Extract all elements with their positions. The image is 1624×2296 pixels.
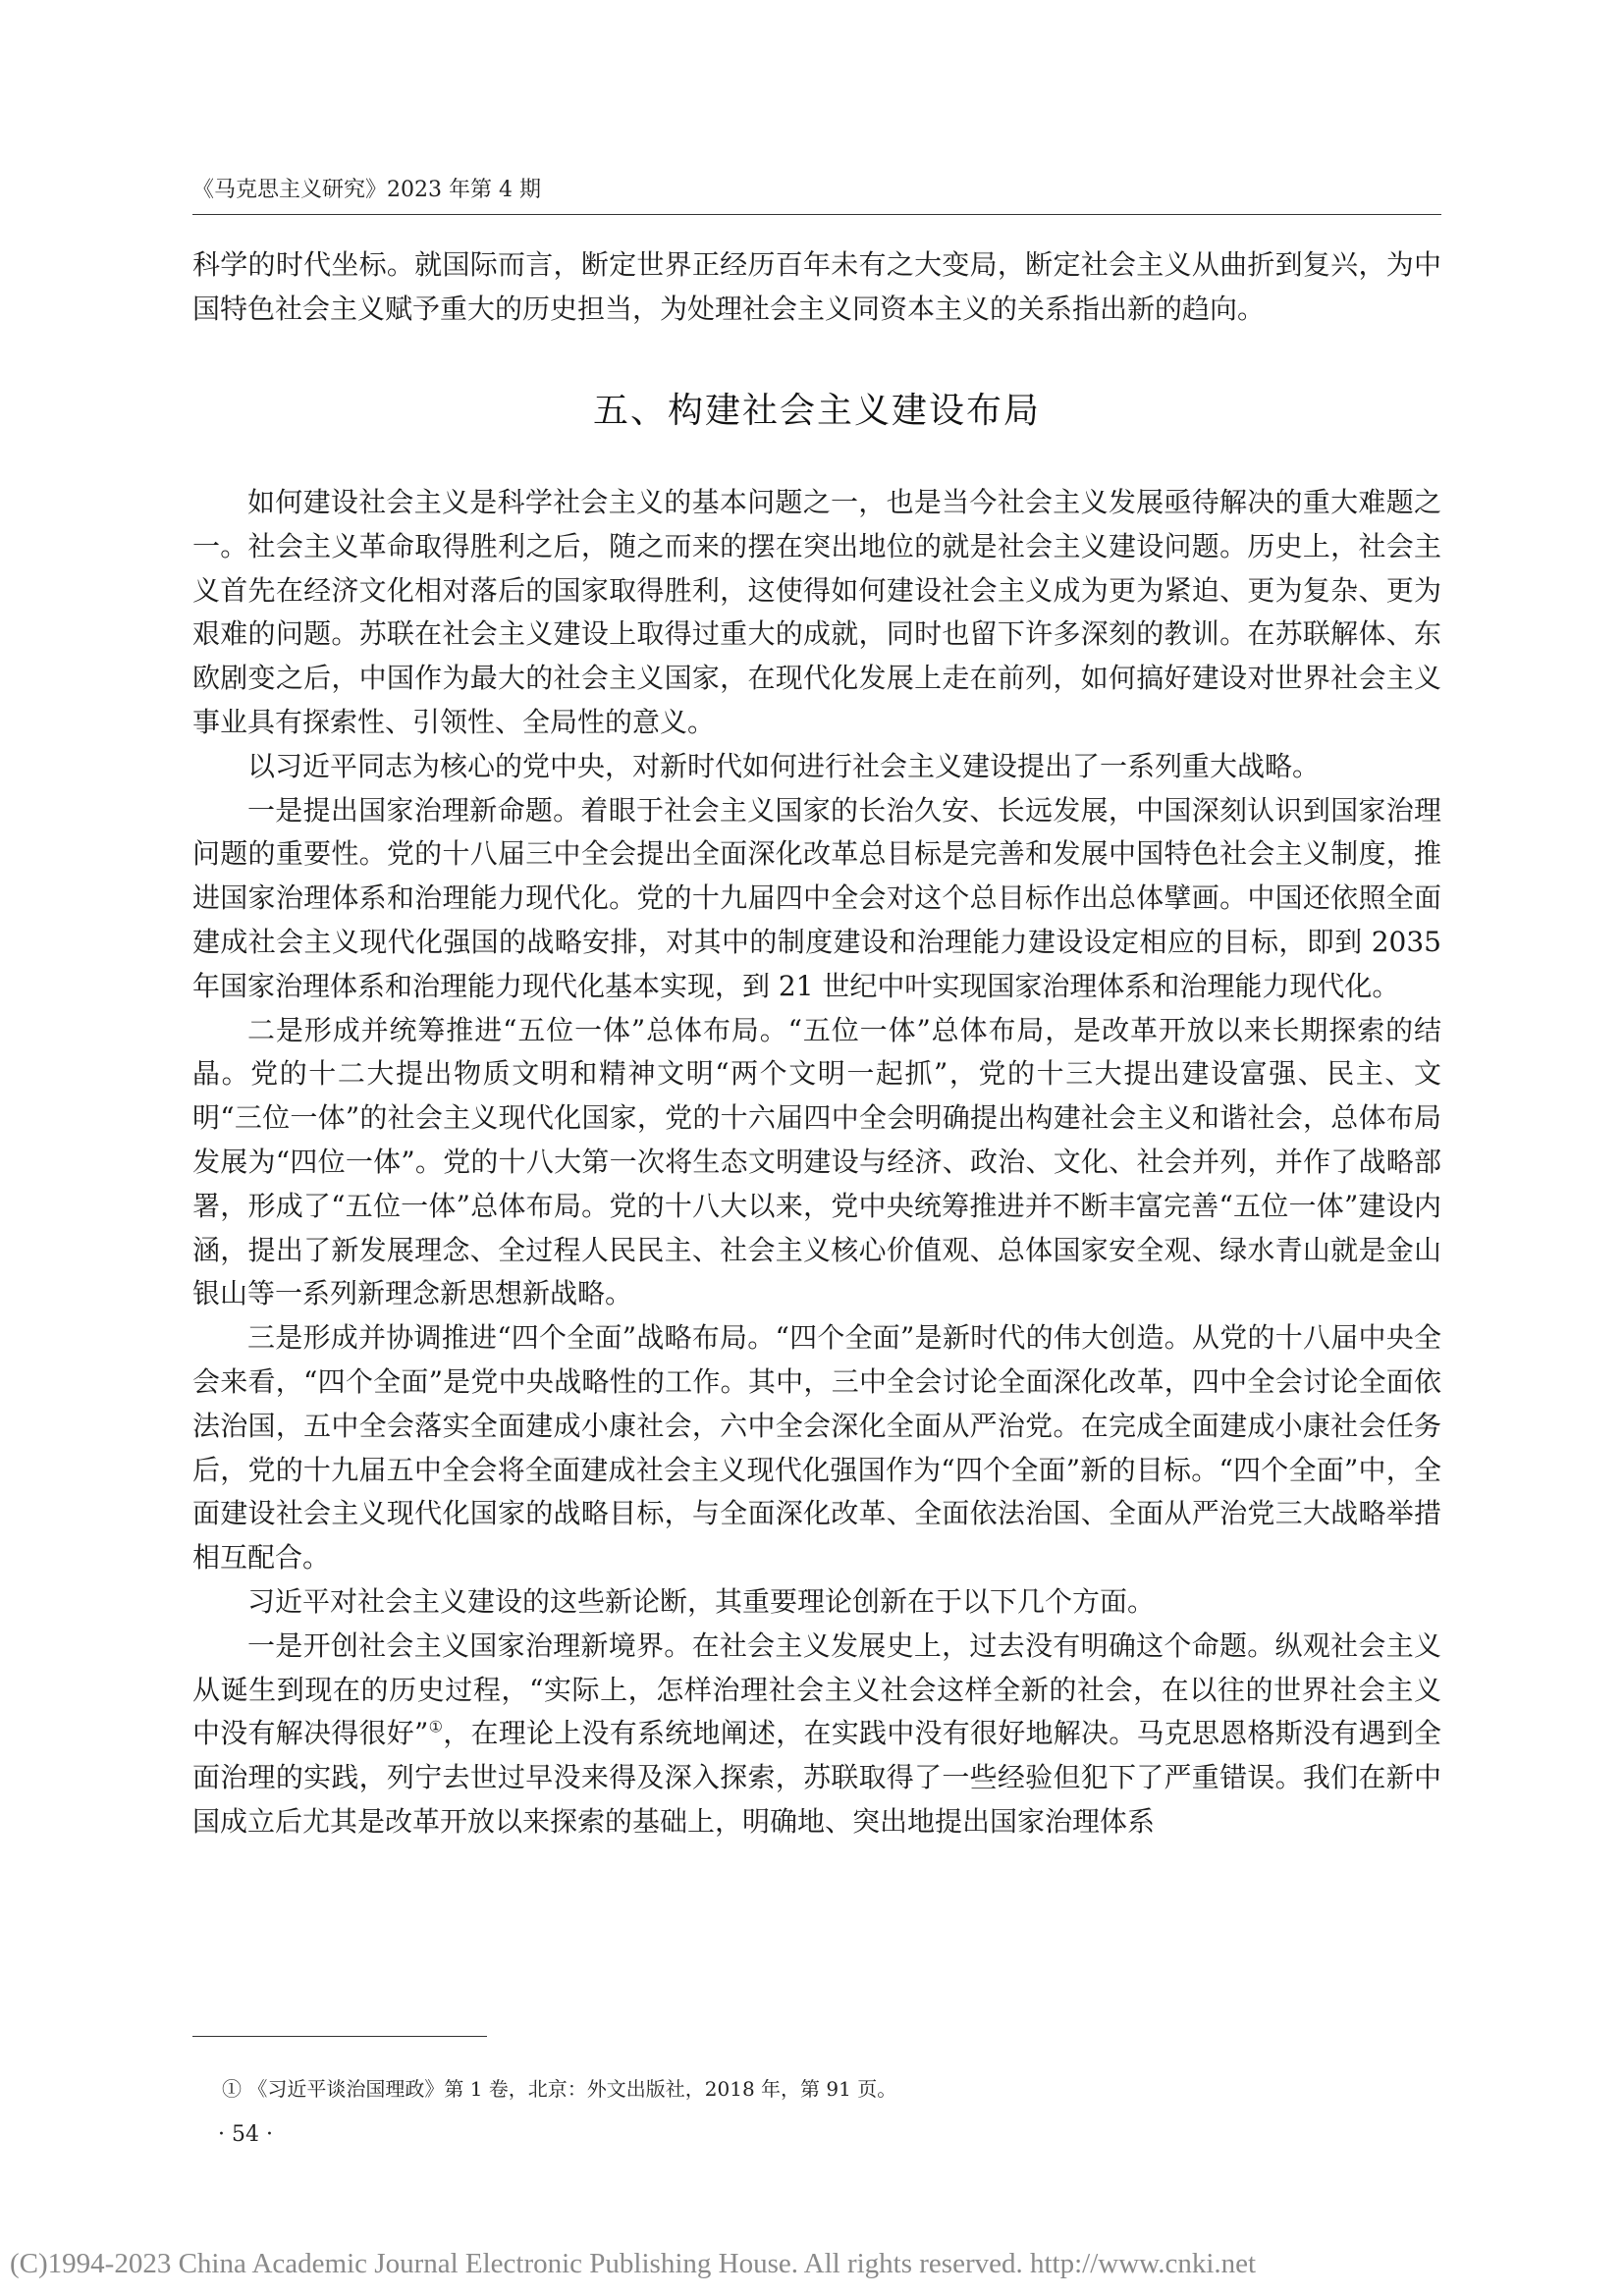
footnote: ① 《习近平谈治国理政》第 1 卷，北京：外文出版社，2018 年，第 91 页。 xyxy=(222,2077,897,2101)
paragraph-text: 一是开创社会主义国家治理新境界。在社会主义发展史上，过去没有明确这个命题。纵观社会主义从诞生到现在的历史过程，“实际上，怎样治理社会主义社会这样全新的社会，在以往的世界社会主义中没有解决得很好” xyxy=(192,1629,1441,1750)
footnote-ref[interactable]: ① xyxy=(428,1717,444,1736)
running-header: 《马克思主义研究》2023 年第 4 期 xyxy=(192,178,541,202)
section-heading: 五、构建社会主义建设布局 xyxy=(592,391,1041,431)
paragraph-text: ，在理论上没有系统地阐述，在实践中没有很好地解决。马克思恩格斯没有遇到全面治理的实践，列宁去世过早没来得及深入探索，苏联取得了一些经验但犯下了严重错误。我们在新中国成立后尤其是改革开放以来探索的基础上，明确地、突出地提出国家治理体系 xyxy=(192,1717,1441,1838)
paragraph: 习近平对社会主义建设的这些新论断，其重要理论创新在于以下几个方面。 xyxy=(247,1584,1156,1618)
paragraph: 一是提出国家治理新命题。着眼于社会主义国家的长治久安、长远发展，中国深刻认识到国家治理问题的重要性。党的十八届三中全会提出全面深化改革总目标是完善和发展中国特色社会主义制度，推进国家治理体系和治理能力现代化。党的十九届四中全会对这个总目标作出总体擘画。中国还依照全面建成社会主义现代化强国的战略安排，对其中的制度建设和治理能力建设设定相应的目标，即到 2035 年国家治理体系和治理能力现代化基本实现，到 21 世纪中叶实现国家治理体系和治理能力现代化。 xyxy=(192,793,1441,1002)
paragraph: 以习近平同志为核心的党中央，对新时代如何进行社会主义建设提出了一系列重大战略。 xyxy=(247,749,1321,782)
footnote-rule xyxy=(192,2036,487,2037)
continued-text xyxy=(192,243,1441,332)
page-number: · 54 · xyxy=(218,2122,273,2147)
paragraph: 如何建设社会主义是科学社会主义的基本问题之一，也是当今社会主义发展亟待解决的重大难题之一。社会主义革命取得胜利之后，随之而来的摆在突出地位的就是社会主义建设问题。历史上，社会主义首先在经济文化相对落后的国家取得胜利，这使得如何建设社会主义成为更为紧迫、更为复杂、更为艰难的问题。苏联在社会主义建设上取得过重大的成就，同时也留下许多深刻的教训。在苏联解体、东欧剧变之后，中国作为最大的社会主义国家，在现代化发展上走在前列，如何搞好建设对世界社会主义事业具有探索性、引领性、全局性的意义。 xyxy=(192,486,1441,738)
copyright-line: (C)1994-2023 China Academic Journal Electronic Publishing House. All rights reserved. http://www.cnki.net xyxy=(10,2248,1257,2279)
section-body xyxy=(192,481,1441,1844)
paragraph xyxy=(192,1625,1441,1844)
paragraph: 二是形成并统筹推进“五位一体”总体布局。“五位一体”总体布局，是改革开放以来长期探索的结晶。党的十二大提出物质文明和精神文明“两个文明一起抓”，党的十三大提出建设富强、民主、文明“三位一体”的社会主义现代化国家，党的十六届四中全会明确提出构建社会主义和谐社会，总体布局发展为“四位一体”。党的十八大第一次将生态文明建设与经济、政治、文化、社会并列，并作了战略部署，形成了“五位一体”总体布局。党的十八大以来，党中央统筹推进并不断丰富完善“五位一体”建设内涵，提出了新发展理念、全过程人民民主、社会主义核心价值观、总体国家安全观、绿水青山就是金山银山等一系列新理念新思想新战略。 xyxy=(192,1013,1441,1310)
paragraph: 科学的时代坐标。就国际而言，断定世界正经历百年未有之大变局，断定社会主义从曲折到复兴，为中国特色社会主义赋予重大的历史担当，为处理社会主义同资本主义的关系指出新的趋向。 xyxy=(192,248,1441,325)
header-rule xyxy=(192,214,1441,215)
paragraph: 三是形成并协调推进“四个全面”战略布局。“四个全面”是新时代的伟大创造。从党的十八届中央全会来看，“四个全面”是党中央战略性的工作。其中，三中全会讨论全面深化改革，四中全会讨论全面依法治国，五中全会落实全面建成小康社会，六中全会深化全面从严治党。在完成全面建成小康社会任务后，党的十九届五中全会将全面建成社会主义现代化强国作为“四个全面”新的目标。“四个全面”中，全面建设社会主义现代化国家的战略目标，与全面深化改革、全面依法治国、全面从严治党三大战略举措相互配合。 xyxy=(192,1321,1441,1575)
